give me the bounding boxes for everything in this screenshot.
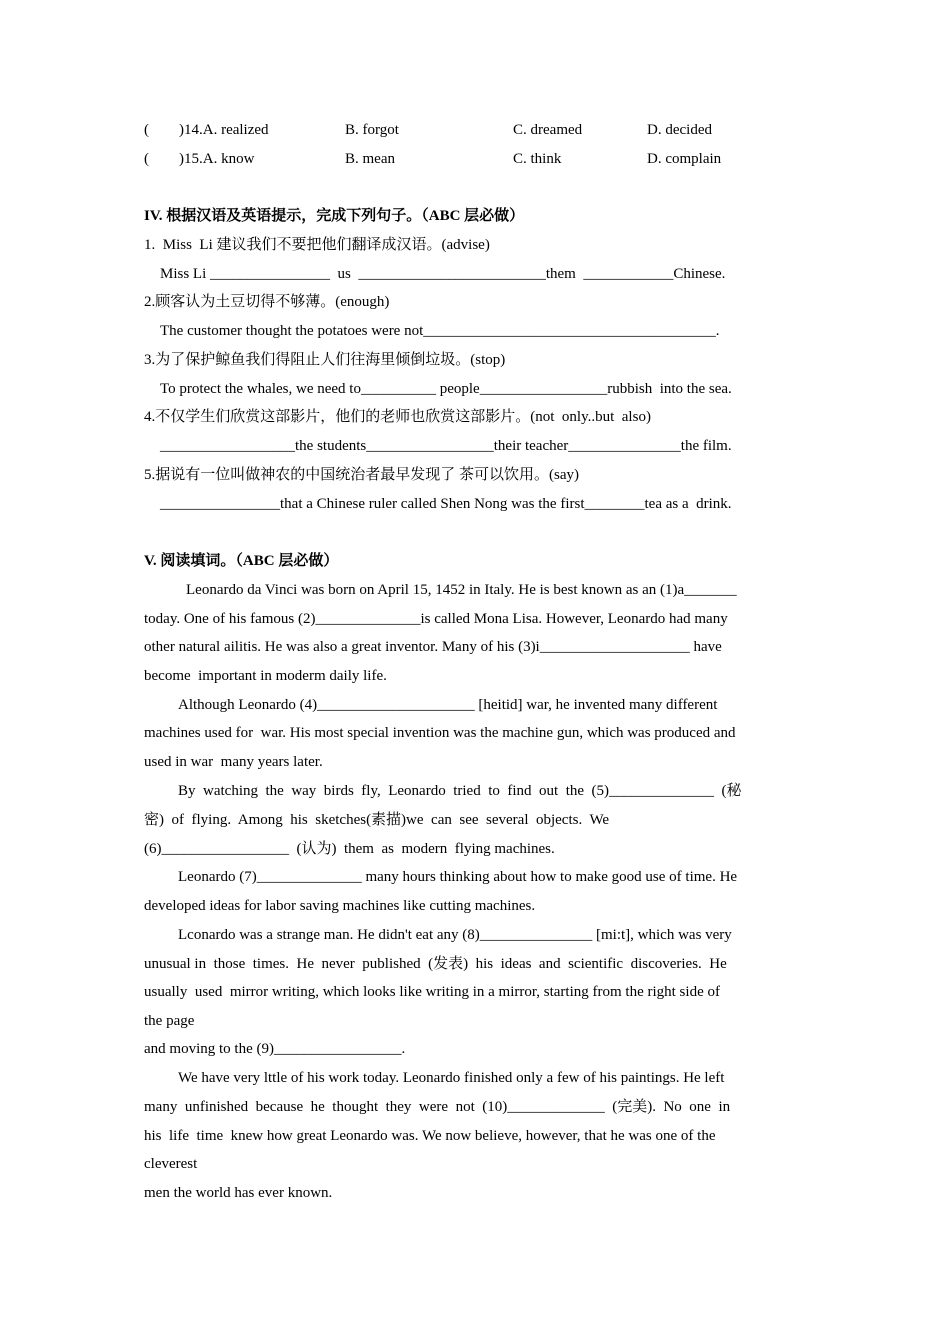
passage-line: used in war many years later. bbox=[144, 754, 323, 770]
mcq-14-option-c: C. dreamed bbox=[513, 122, 583, 138]
passage-line: and moving to the (9)_________________. bbox=[144, 1041, 406, 1057]
sentence-4-english: __________________the students_________________their teacher_______________the film. bbox=[160, 438, 732, 454]
mcq-14-option-d: D. decided bbox=[647, 122, 712, 138]
passage-line: today. One of his famous (2)______________is called Mona Lisa. However, Leonardo had many bbox=[144, 611, 728, 627]
mcq-14-option-b: B. forgot bbox=[345, 122, 399, 138]
passage-line: (6)_________________ (认为) them as modern flying machines. bbox=[144, 841, 555, 857]
passage-line: become important in moderm daily life. bbox=[144, 668, 387, 684]
sentence-5-english: ________________that a Chinese ruler called Shen Nong was the first________tea as a drink. bbox=[160, 496, 732, 512]
passage-line: machines used for war. His most special invention was the machine gun, which was produced and bbox=[144, 725, 736, 741]
passage-line: Although Leonardo (4)_____________________ [heitid] war, he invented many different bbox=[178, 697, 718, 713]
sentence-5-chinese: 5.据说有一位叫做神农的中国统治者最早发现了 茶可以饮用。(say) bbox=[144, 467, 579, 483]
passage-line: Leonardo da Vinci was born on April 15, 1452 in Italy. He is best known as an (1)a_______ bbox=[186, 582, 737, 598]
sentence-1-chinese: 1. Miss Li 建议我们不要把他们翻译成汉语。(advise) bbox=[144, 237, 490, 253]
sentence-3-chinese: 3.为了保护鲸鱼我们得阻止人们往海里倾倒垃圾。(stop) bbox=[144, 352, 506, 368]
passage-line: cleverest bbox=[144, 1156, 198, 1172]
sentence-2-chinese: 2.顾客认为土豆切得不够薄。(enough) bbox=[144, 294, 390, 310]
passage-line: Lconardo was a strange man. He didn't eat any (8)_______________ [mi:t], which was very bbox=[178, 927, 732, 943]
sentence-1-english: Miss Li ________________ us _________________________them ____________Chinese. bbox=[160, 266, 726, 282]
passage-line: unusual in those times. He never published (发表) his ideas and scientific discoveries. He bbox=[144, 956, 727, 972]
passage-line: his life time knew how great Leonardo was. We now believe, however, that he was one of the bbox=[144, 1128, 716, 1144]
passage-line: other natural ailitis. He was also a great inventor. Many of his (3)i____________________ have bbox=[144, 639, 722, 655]
passage-line: We have very lttle of his work today. Leonardo finished only a few of his paintings. He left bbox=[178, 1070, 725, 1086]
passage-line: usually used mirror writing, which looks like writing in a mirror, starting from the right side of bbox=[144, 984, 720, 1000]
passage-line: 密) of flying. Among his sketches(素描)we can see several objects. We bbox=[144, 812, 610, 828]
mcq-15-option-d: D. complain bbox=[647, 151, 722, 167]
sentence-3-english: To protect the whales, we need to__________ people_________________rubbish into the sea. bbox=[160, 381, 732, 397]
mcq-15-option-c: C. think bbox=[513, 151, 562, 167]
passage-line: many unfinished because he thought they were not (10)_____________ (完美). No one in bbox=[144, 1099, 731, 1115]
passage-line: By watching the way birds fly, Leonardo tried to find out the (5)______________ (秘 bbox=[178, 783, 742, 799]
passage-line: Leonardo (7)______________ many hours thinking about how to make good use of time. He bbox=[178, 869, 738, 885]
section-4-heading: IV. 根据汉语及英语提示，完成下列句子。（ABC 层必做） bbox=[144, 208, 525, 224]
section-5-heading: V. 阅读填词。（ABC 层必做） bbox=[144, 553, 339, 569]
mcq-14-option-a: ( )14.A. realized bbox=[144, 122, 269, 138]
mcq-15-option-b: B. mean bbox=[345, 151, 395, 167]
passage-line: men the world has ever known. bbox=[144, 1185, 333, 1201]
sentence-2-english: The customer thought the potatoes were not_______________________________________. bbox=[160, 323, 720, 339]
mcq-15-option-a: ( )15.A. know bbox=[144, 151, 255, 167]
sentence-4-chinese: 4.不仅学生们欣赏这部影片，他们的老师也欣赏这部影片。(not only..but also) bbox=[144, 409, 651, 425]
passage-line: the page bbox=[144, 1013, 195, 1029]
passage-line: developed ideas for labor saving machines like cutting machines. bbox=[144, 898, 536, 914]
